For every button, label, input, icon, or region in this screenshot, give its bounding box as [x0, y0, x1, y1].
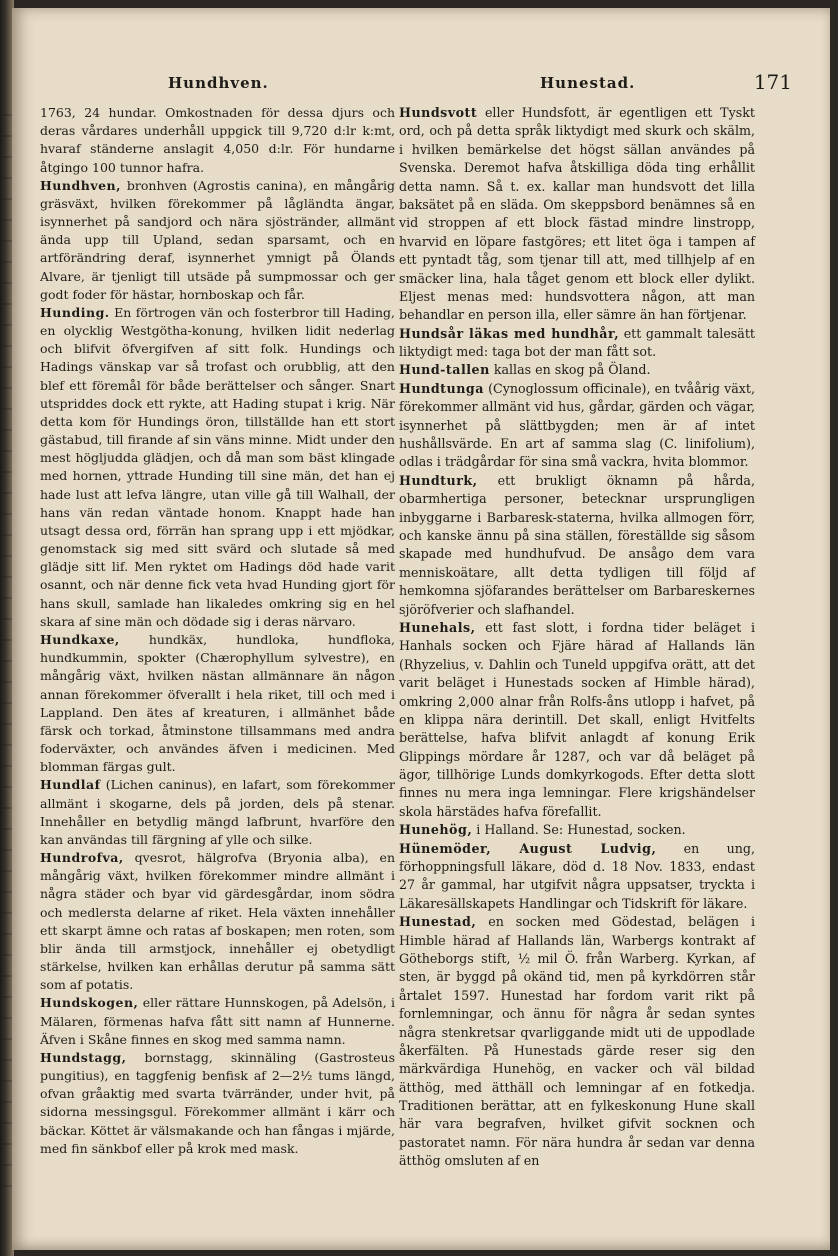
entry-body: 1763, 24 hundar. Omkostnaden för dessa djurs och deras vårdares underhåll uppgick till 9,720 d:lr k:mt, hvaraf ständerne anslagit 4,050 d:lr. För hundarne åtgingo 100 tunnor hafra. [40, 105, 395, 175]
dictionary-entry [40, 1049, 395, 1158]
entry-body: i Halland. Se: Hunestad, socken. [476, 822, 686, 838]
entry-body: kallas en skog på Öland. [493, 362, 651, 378]
entry-body: ett gammalt talesätt liktydigt med: taga bot der man fått sot. [399, 325, 755, 360]
entry-body: bornstagg, skinnäling (Gastrosteus pungitius), en taggfenig benfisk af 2—2½ tums längd, ofvan gråaktig med svarta tvärränder, under hvit, på sidorna messingsgul. Förekommer allmänt i kärr och bäckar. Köttet är välsmakande och han fångas i mjärde, med fin sänkbof eller på krok med mask. [40, 1049, 395, 1156]
entry-headword: Hundrofva, [40, 850, 124, 866]
dictionary-entry [399, 380, 755, 472]
entry-body: qvesrot, hälgrofva (Bryonia alba), en mångårig växt, hvilken förekommer mindre allmänt i några städer och byar vid gärdesgårdar, inom södra och medlersta delarne af riket. Hela växten innehåller ett skarpt ämne och ratas af boskapen; men roten, som blir ända till armstjock, innehåller ej obetydligt stärkelse, hvilken kan erhållas derutur på samma sätt som af potatis. [40, 850, 395, 993]
entry-body: (Cynoglossum officinale), en tvåårig växt, förekommer allmänt vid hus, gårdar, gärden och vägar, isynnerhet på slättbygden; men är af intet hushållsvärde. En art af samma slag (C. linifolium), odlas i trädgårdar för sina små vackra, hvita blommor. [399, 380, 755, 470]
book-page [12, 8, 830, 1250]
page-header [40, 70, 806, 100]
dictionary-entry [40, 849, 395, 994]
entry-body: hundkäx, hundloka, hundfloka, hundkummin, spokter (Chærophyllum sylvestre), en mångårig växt, hvilken nästan allmännare än någon annan förekommer öfverallt i hela riket, till och med i Lappland. Den ätes af kreaturen, i allmänhet både färsk och torkad, åtminstone tillsammans med andra foderväxter, och användes äfven i medicinen. Med blomman färgas gult. [40, 631, 395, 775]
dictionary-entry [399, 472, 755, 619]
dictionary-entry [40, 776, 395, 849]
entry-headword: Hunehals, [399, 619, 476, 635]
dictionary-entry [399, 619, 755, 821]
right-running-head: Hunestad. [540, 74, 636, 92]
entry-headword: Hunding. [40, 304, 110, 320]
dictionary-entry [40, 104, 395, 177]
entry-headword: Hundsår läkas med hundhår, [399, 325, 620, 341]
entry-headword: Hundkaxe, [40, 631, 120, 647]
facing-page-text-bleed [2, 100, 12, 1200]
entry-body: (Lichen caninus), en lafart, som förekommer allmänt i skogarne, dels på jorden, dels på stenar. Innehåller en betydlig mängd lafbrunt, hvarföre den kan användas till färgning af ylle och silke. [40, 777, 395, 847]
dictionary-entry [399, 821, 755, 839]
dictionary-entry [399, 104, 755, 325]
entry-headword: Hünemöder, August Ludvig, [399, 840, 657, 856]
entry-body: eller rättare Hunnskogen, på Adelsön, i Mälaren, förmenas hafva fått sitt namn af Hunnerne. Äfven i Skåne finnes en skog med samma namn. [40, 995, 395, 1047]
left-column [40, 104, 395, 1158]
entry-body: En förtrogen vän och fosterbror till Hading, en olycklig Westgötha-konung, hvilken lidit nederlag och blifvit öfvergifven af sitt folk. Hundings och Hadings vänskap var så trofast och orubblig, att den blef ett föremål för både berättelser och sånger. Snart utspriddes dock ett rykte, att Hading stupat i krig. När detta kom för Hundings öron, tillställde han ett stort gästabud, till firande af sin väns minne. Midt under den mest högljudda glädjen, och då man som bäst klingade med hornen, yttrade Hunding till sine män, det han ej hade lust att lefva längre, utan ville gå till Walhall, der hans vän redan väntade honom. Knappt hade han utsagt dessa ord, förrän han sprang upp i ett mjödkar, genomstack sig med sitt svärd och slutade så med glädje sitt lif. Men ryktet om Hadings död hade varit osannt, och när denne fick veta hvad Hunding gjort för hans skull, samlade han likaledes omkring sig en hel skara af sine män och dödade sig i deras närvaro. [40, 304, 395, 629]
right-column [399, 104, 755, 1171]
dictionary-entry [399, 913, 755, 1170]
dictionary-entry [40, 304, 395, 631]
dictionary-entry [40, 994, 395, 1049]
entry-body: en ung, förhoppningsfull läkare, död d. 18 Nov. 1833, endast 27 år gammal, har utgifvit några uppsatser, tryckta i Läkaresällskapets Handlingar och Tidskrift för läkare. [399, 840, 755, 911]
dictionary-entry [399, 325, 755, 362]
entry-body: bronhven (Agrostis canina), en mångårig gräsväxt, hvilken förekommer på lågländta ängar, isynnerhet på sandjord och nära sjöstränder, allmänt ända upp till Upland, sedan sparsamt, och en artförändring deraf, isynnerhet ymnigt på Ölands Alvare, är tjenligt till utsäde på sumpmossar och ger godt foder för hästar, hornboskap och får. [40, 177, 395, 302]
entry-body: ett brukligt öknamn på hårda, obarmhertiga personer, betecknar ursprungligen inbyggarne i Barbaresk-staterna, hvilka allmogen förr, och kanske ännu på sina ställen, föreställde sig såsom skapade med hundhufvud. De ansågo dem vara menniskoätare, allt detta tydligen till följd af hemkomna sjöfarandes berättelser om Barbareskernes sjöröfverier och slafhandel. [399, 472, 755, 617]
entry-headword: Hundsvott [399, 105, 478, 120]
entry-headword: Hundskogen, [40, 995, 139, 1011]
left-running-head: Hundhven. [168, 74, 269, 92]
entry-headword: Hundhven, [40, 177, 121, 193]
dictionary-entry [40, 631, 395, 776]
entry-headword: Hundturk, [399, 472, 478, 488]
dictionary-entry [40, 177, 395, 304]
entry-headword: Hund-tallen [399, 362, 490, 378]
entry-body: eller Hundsfott, är egentligen ett Tyskt ord, och på detta språk liktydigt med skurk och skälm, i hvilken bemärkelse det högst sällan användes på Svenska. Deremot hafva åtskilliga döda ting erhållit detta namn. Så t. ex. kallar man hundsvott det lilla baksätet på en släda. Om skeppsbord benämnes så en vid stroppen af ett block fästad mindre linstropp, hvarvid en löpare fastgöres; ett litet öga i tampen af ett pyntadt tåg, som tjenar till att, med tillhjelp af en smäcker lina, hala tåget genom ett block eller dylikt. Eljest menas med: hundsvottera någon, att man behandlar en person illa, eller sämre än han förtjenar. [399, 105, 755, 323]
dictionary-entry [399, 840, 755, 914]
entry-body: en socken med Gödestad, belägen i Himble härad af Hallands län, Warbergs kontrakt af Götheborgs stift, ½ mil Ö. från Warberg. Kyrkan, af sten, är byggd på okänd tid, men på kyrkdörren står årtalet 1597. Hunestad har fordom varit rikt på fornlemningar, och ännu för några år sedan syntes några stenkretsar qvarliggande midt uti de uppodlade åkerfälten. På Hunestads gärde reser sig den märkvärdiga Hunehög, en vacker och väl bildad ätthög, med ätthäll och lemningar af en fotkedja. Traditionen berättar, att en fylkeskonung Hune skall här vara begrafven, hvilket gifvit socknen och pastoratet namn. För nära hundra år sedan var denna ätthög omsluten af en [399, 914, 755, 1169]
entry-headword: Hundstagg, [40, 1049, 127, 1065]
entry-headword: Hunestad, [399, 914, 477, 930]
entry-body: ett fast slott, i fordna tider beläget i Hanhals socken och Fjäre härad af Hallands län (Rhyzelius, v. Dahlin och Tuneld uppgifva orätt, att det varit beläget i Hunestads socken af Himble härad), omkring 2,000 alnar från Rolfs-åns utlopp i hafvet, på en klippa nära derintill. Det skall, enligt Hvitfelts berättelse, hafva blifvit anlagdt af konung Erik Glippings mördare år 1287, och var då beläget på ägor, tillhörige Lunds domkyrkogods. Efter detta slott finnes nu mera inga lemningar. Flere krigshändelser skola härstädes hafva förefallit. [399, 619, 755, 819]
page-number: 171 [753, 70, 792, 94]
entry-headword: Hunehög, [399, 822, 473, 838]
entry-headword: Hundtunga [399, 380, 484, 396]
dictionary-entry [399, 361, 755, 379]
entry-headword: Hundlaf [40, 777, 101, 793]
